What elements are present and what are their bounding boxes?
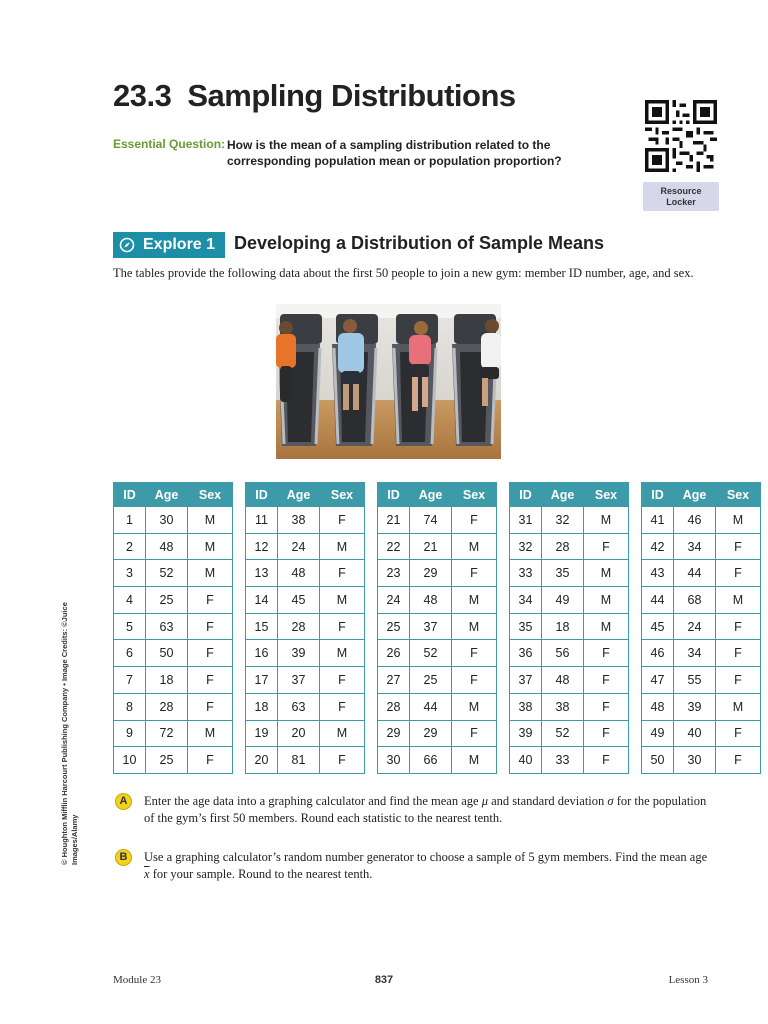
table-row [642, 507, 761, 534]
cell-id: 11 [246, 507, 278, 534]
table-row [510, 640, 629, 667]
treadmill-photo [276, 304, 501, 459]
cell-id: 45 [642, 613, 674, 640]
table-row [642, 560, 761, 587]
cell-age: 39 [278, 640, 320, 667]
cell-id: 13 [246, 560, 278, 587]
table-row [114, 720, 233, 747]
table-row [510, 747, 629, 774]
table-row [246, 587, 365, 614]
cell-id: 26 [378, 640, 410, 667]
cell-sex: M [188, 720, 233, 747]
table-header-row [510, 483, 629, 507]
cell-id: 24 [378, 587, 410, 614]
cell-sex: F [584, 667, 629, 694]
cell-sex: M [716, 507, 761, 534]
table-row [246, 613, 365, 640]
column-header-sex: Sex [188, 483, 233, 507]
cell-id: 1 [114, 507, 146, 534]
credits-sidebar [60, 565, 88, 865]
table-row [114, 747, 233, 774]
table-row [510, 587, 629, 614]
cell-sex: M [584, 587, 629, 614]
table-row [246, 560, 365, 587]
table-row [510, 720, 629, 747]
cell-id: 15 [246, 613, 278, 640]
cell-sex: M [584, 613, 629, 640]
table-row [642, 720, 761, 747]
cell-age: 52 [542, 720, 584, 747]
explore-title: Developing a Distribution of Sample Means [234, 233, 605, 253]
member-table-5 [641, 482, 761, 774]
cell-age: 63 [278, 693, 320, 720]
cell-id: 23 [378, 560, 410, 587]
table-row [378, 560, 497, 587]
table-header-row [114, 483, 233, 507]
cell-age: 48 [146, 533, 188, 560]
compass-icon [119, 237, 135, 253]
cell-sex: F [452, 560, 497, 587]
member-table-3 [377, 482, 497, 774]
member-table-2 [245, 482, 365, 774]
cell-id: 16 [246, 640, 278, 667]
step-a [115, 793, 715, 827]
cell-id: 3 [114, 560, 146, 587]
cell-sex: F [188, 693, 233, 720]
table-row [642, 747, 761, 774]
credits-line-2: Images/Alamy [70, 814, 79, 865]
table-row [246, 507, 365, 534]
qr-code-icon[interactable] [645, 100, 717, 172]
table-row [642, 640, 761, 667]
cell-sex: M [320, 587, 365, 614]
cell-id: 27 [378, 667, 410, 694]
cell-sex: F [716, 640, 761, 667]
step-a-text-3: for the population of the gym’s first 50 members. Round each statistic to the nearest tenth. [144, 794, 707, 825]
cell-sex: F [188, 613, 233, 640]
cell-age: 50 [146, 640, 188, 667]
cell-sex: F [584, 747, 629, 774]
cell-age: 18 [542, 613, 584, 640]
section-title-text: Sampling Distributions [187, 78, 516, 113]
cell-id: 9 [114, 720, 146, 747]
cell-id: 22 [378, 533, 410, 560]
cell-age: 52 [146, 560, 188, 587]
table-row [510, 667, 629, 694]
cell-sex: F [188, 640, 233, 667]
cell-sex: M [584, 507, 629, 534]
cell-sex: F [584, 720, 629, 747]
column-header-id: ID [114, 483, 146, 507]
cell-age: 45 [278, 587, 320, 614]
table-row [378, 747, 497, 774]
table-row [378, 640, 497, 667]
cell-age: 25 [146, 587, 188, 614]
cell-id: 30 [378, 747, 410, 774]
cell-age: 18 [146, 667, 188, 694]
step-b [115, 849, 715, 883]
step-a-text-1: Enter the age data into a graphing calculator and find the mean age [144, 794, 482, 808]
cell-age: 28 [146, 693, 188, 720]
cell-age: 24 [278, 533, 320, 560]
table-row [246, 640, 365, 667]
resource-locker-button[interactable] [643, 182, 719, 211]
cell-age: 39 [674, 693, 716, 720]
step-a-mu: μ [481, 794, 488, 808]
cell-age: 34 [674, 533, 716, 560]
cell-age: 25 [146, 747, 188, 774]
section-title [113, 78, 516, 114]
cell-sex: M [320, 640, 365, 667]
cell-age: 72 [146, 720, 188, 747]
section-number: 23.3 [113, 78, 172, 113]
cell-age: 46 [674, 507, 716, 534]
cell-sex: F [716, 747, 761, 774]
cell-id: 46 [642, 640, 674, 667]
cell-id: 42 [642, 533, 674, 560]
table-row [114, 613, 233, 640]
column-header-sex: Sex [320, 483, 365, 507]
table-row [246, 533, 365, 560]
cell-sex: F [584, 640, 629, 667]
cell-id: 7 [114, 667, 146, 694]
cell-id: 43 [642, 560, 674, 587]
credits-line-1: © Houghton Mifflin Harcourt Publishing Company • Image Credits: ©Juice [60, 602, 69, 865]
cell-id: 39 [510, 720, 542, 747]
cell-age: 49 [542, 587, 584, 614]
table-row [378, 507, 497, 534]
cell-sex: M [716, 587, 761, 614]
table-header-row [642, 483, 761, 507]
table-row [510, 507, 629, 534]
cell-id: 2 [114, 533, 146, 560]
step-b-badge: B [115, 849, 132, 866]
table-row [246, 747, 365, 774]
cell-age: 24 [674, 613, 716, 640]
footer-module: Module 23 [113, 974, 161, 986]
table-header-row [246, 483, 365, 507]
cell-age: 40 [674, 720, 716, 747]
cell-sex: F [320, 613, 365, 640]
table-row [510, 560, 629, 587]
step-a-badge: A [115, 793, 132, 810]
cell-id: 6 [114, 640, 146, 667]
cell-id: 49 [642, 720, 674, 747]
cell-age: 25 [410, 667, 452, 694]
column-header-id: ID [642, 483, 674, 507]
table-row [378, 667, 497, 694]
gym-member-tables [113, 482, 761, 774]
cell-sex: F [716, 613, 761, 640]
cell-sex: F [716, 533, 761, 560]
intro-paragraph: The tables provide the following data about the first 50 people to join a new gym: member ID number, age, and sex. [113, 266, 694, 280]
cell-sex: F [716, 667, 761, 694]
cell-sex: F [584, 693, 629, 720]
cell-id: 21 [378, 507, 410, 534]
table-row [378, 587, 497, 614]
cell-age: 68 [674, 587, 716, 614]
step-b-text-1: Use a graphing calculator’s random number generator to choose a sample of 5 gym members. Find the mean age [144, 850, 708, 864]
cell-id: 12 [246, 533, 278, 560]
cell-id: 5 [114, 613, 146, 640]
cell-age: 52 [410, 640, 452, 667]
essential-question-label: Essential Question: [113, 137, 226, 151]
table-row [114, 533, 233, 560]
cell-id: 38 [510, 693, 542, 720]
table-header-row [378, 483, 497, 507]
cell-sex: M [452, 613, 497, 640]
essential-question-text: How is the mean of a sampling distribution related to the corresponding population mean or population proportion? [227, 138, 562, 168]
cell-id: 44 [642, 587, 674, 614]
explore-badge [113, 232, 225, 258]
step-a-sigma: σ [607, 794, 614, 808]
table-row [378, 533, 497, 560]
cell-age: 37 [278, 667, 320, 694]
step-b-text-2: for your sample. Round to the nearest tenth. [149, 867, 373, 881]
cell-id: 37 [510, 667, 542, 694]
cell-age: 34 [674, 640, 716, 667]
cell-id: 33 [510, 560, 542, 587]
resource-locker-label-2: Locker [666, 196, 696, 207]
cell-sex: M [188, 507, 233, 534]
cell-sex: F [584, 533, 629, 560]
cell-age: 37 [410, 613, 452, 640]
cell-sex: F [452, 667, 497, 694]
cell-id: 34 [510, 587, 542, 614]
table-row [378, 693, 497, 720]
cell-sex: F [320, 667, 365, 694]
cell-age: 55 [674, 667, 716, 694]
cell-sex: M [584, 560, 629, 587]
cell-age: 48 [278, 560, 320, 587]
table-row [378, 720, 497, 747]
footer-lesson: Lesson 3 [668, 974, 708, 986]
cell-id: 20 [246, 747, 278, 774]
table-row [642, 693, 761, 720]
cell-age: 74 [410, 507, 452, 534]
table-row [114, 587, 233, 614]
table-row [510, 533, 629, 560]
cell-sex: F [320, 693, 365, 720]
cell-sex: F [188, 747, 233, 774]
cell-id: 41 [642, 507, 674, 534]
cell-sex: F [452, 640, 497, 667]
table-row [642, 587, 761, 614]
cell-age: 28 [542, 533, 584, 560]
cell-sex: M [452, 533, 497, 560]
cell-sex: M [452, 747, 497, 774]
cell-age: 30 [674, 747, 716, 774]
cell-id: 35 [510, 613, 542, 640]
cell-sex: M [188, 560, 233, 587]
cell-sex: M [452, 693, 497, 720]
table-row [642, 533, 761, 560]
step-b-xbar: $\overline{x}$ [144, 867, 150, 881]
cell-id: 25 [378, 613, 410, 640]
cell-sex: M [320, 720, 365, 747]
column-header-id: ID [510, 483, 542, 507]
cell-age: 21 [410, 533, 452, 560]
table-row [378, 613, 497, 640]
cell-age: 48 [410, 587, 452, 614]
table-row [114, 560, 233, 587]
cell-age: 56 [542, 640, 584, 667]
cell-age: 35 [542, 560, 584, 587]
cell-sex: F [716, 560, 761, 587]
cell-sex: F [188, 667, 233, 694]
cell-sex: F [320, 507, 365, 534]
cell-age: 38 [542, 693, 584, 720]
resource-locker-label-1: Resource [660, 185, 702, 196]
cell-age: 44 [410, 693, 452, 720]
column-header-id: ID [378, 483, 410, 507]
cell-sex: F [320, 560, 365, 587]
table-row [510, 613, 629, 640]
cell-id: 8 [114, 693, 146, 720]
column-header-age: Age [410, 483, 452, 507]
cell-age: 81 [278, 747, 320, 774]
cell-sex: F [452, 720, 497, 747]
steps-list [115, 793, 715, 883]
table-row [246, 720, 365, 747]
cell-id: 14 [246, 587, 278, 614]
cell-sex: F [716, 720, 761, 747]
column-header-id: ID [246, 483, 278, 507]
column-header-age: Age [278, 483, 320, 507]
explore-badge-label: Explore 1 [143, 236, 216, 253]
column-header-age: Age [674, 483, 716, 507]
cell-age: 29 [410, 560, 452, 587]
footer-page-number: 837 [374, 974, 394, 986]
column-header-age: Age [146, 483, 188, 507]
table-row [114, 507, 233, 534]
table-row [510, 693, 629, 720]
cell-age: 20 [278, 720, 320, 747]
table-row [642, 667, 761, 694]
cell-id: 47 [642, 667, 674, 694]
table-row [114, 640, 233, 667]
member-table-4 [509, 482, 629, 774]
cell-id: 32 [510, 533, 542, 560]
cell-sex: F [188, 587, 233, 614]
cell-id: 28 [378, 693, 410, 720]
cell-age: 38 [278, 507, 320, 534]
cell-age: 29 [410, 720, 452, 747]
cell-id: 4 [114, 587, 146, 614]
column-header-sex: Sex [452, 483, 497, 507]
cell-sex: M [188, 533, 233, 560]
step-a-text-2: and standard deviation [487, 794, 608, 808]
cell-sex: F [320, 747, 365, 774]
cell-sex: M [452, 587, 497, 614]
table-row [114, 667, 233, 694]
table-row [642, 613, 761, 640]
cell-sex: M [716, 693, 761, 720]
member-table-1 [113, 482, 233, 774]
cell-sex: M [320, 533, 365, 560]
table-row [114, 693, 233, 720]
cell-age: 44 [674, 560, 716, 587]
cell-age: 30 [146, 507, 188, 534]
column-header-sex: Sex [716, 483, 761, 507]
cell-id: 48 [642, 693, 674, 720]
cell-id: 36 [510, 640, 542, 667]
cell-age: 28 [278, 613, 320, 640]
cell-id: 10 [114, 747, 146, 774]
table-row [246, 667, 365, 694]
cell-age: 66 [410, 747, 452, 774]
table-row [246, 693, 365, 720]
cell-id: 40 [510, 747, 542, 774]
cell-id: 17 [246, 667, 278, 694]
column-header-age: Age [542, 483, 584, 507]
cell-id: 18 [246, 693, 278, 720]
cell-id: 31 [510, 507, 542, 534]
column-header-sex: Sex [584, 483, 629, 507]
cell-id: 19 [246, 720, 278, 747]
cell-id: 50 [642, 747, 674, 774]
cell-age: 48 [542, 667, 584, 694]
cell-age: 32 [542, 507, 584, 534]
cell-id: 29 [378, 720, 410, 747]
cell-age: 63 [146, 613, 188, 640]
cell-age: 33 [542, 747, 584, 774]
cell-sex: F [452, 507, 497, 534]
